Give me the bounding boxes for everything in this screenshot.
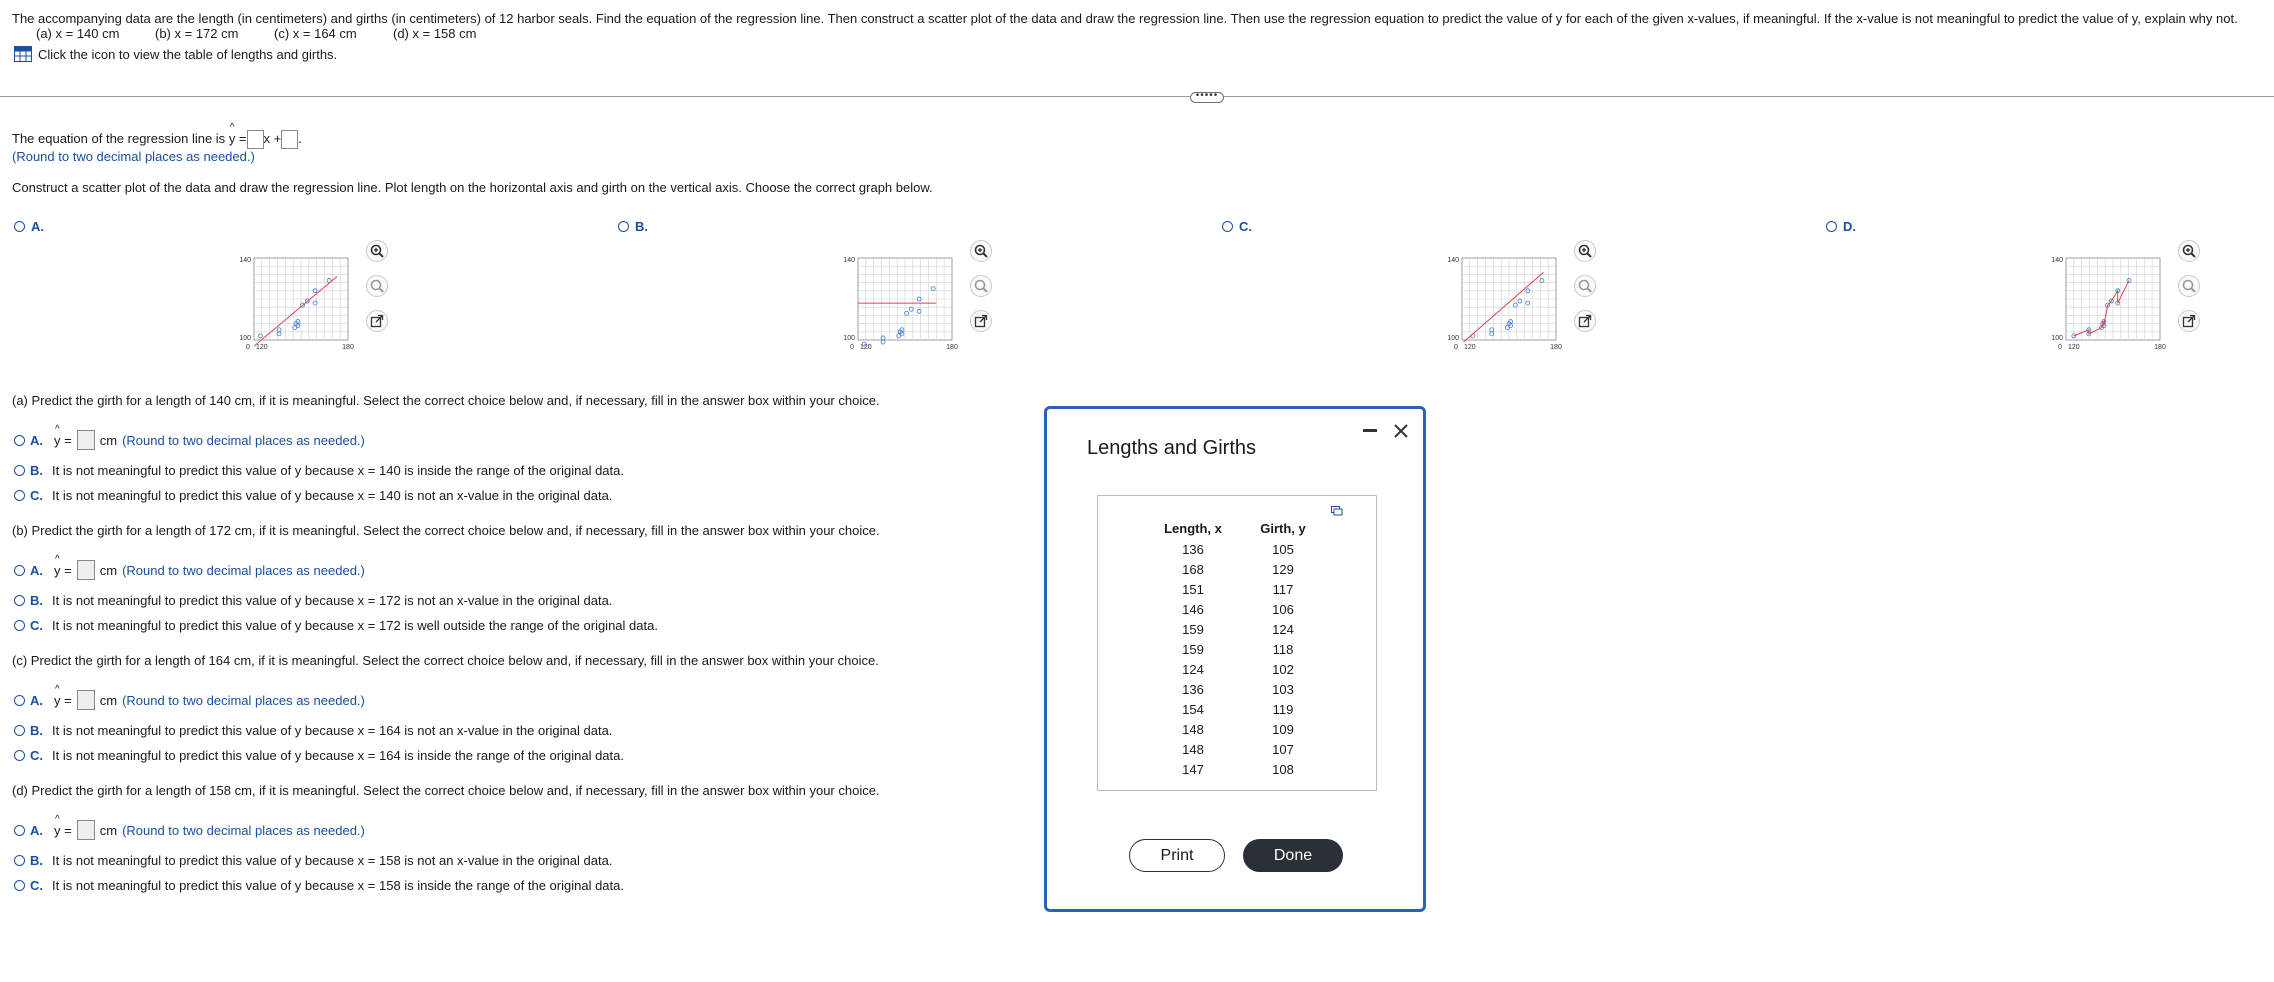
- radio-graph-c[interactable]: [1222, 221, 1233, 232]
- close-icon[interactable]: [1393, 423, 1409, 439]
- zoom-out-icon[interactable]: [970, 275, 992, 297]
- option-a-unit: cm: [99, 432, 118, 448]
- length-cell: 148: [1182, 742, 1204, 757]
- graph-tick-label: 0: [2058, 344, 2062, 351]
- zoom-in-icon[interactable]: [970, 240, 992, 262]
- option-a-yhat: ^ y =: [54, 823, 72, 838]
- radio-option-b[interactable]: [14, 855, 25, 866]
- part-option-b[interactable]: [14, 463, 624, 478]
- radio-option-a[interactable]: [14, 435, 25, 446]
- table-row: [1098, 562, 1376, 582]
- option-a-letter: A.: [30, 432, 43, 448]
- graph-tick-label: 140: [843, 257, 855, 264]
- radio-option-c[interactable]: [14, 620, 25, 631]
- length-cell: 154: [1182, 702, 1204, 717]
- girth-cell: 124: [1272, 622, 1294, 637]
- col-header-length: Length, x: [1164, 521, 1222, 536]
- option-c-text: It is not meaningful to predict this value of y because x = 164 is inside the range of the original data.: [52, 748, 624, 763]
- option-b-letter: B.: [30, 593, 43, 608]
- graph-b: [836, 250, 976, 360]
- option-b-letter: B.: [30, 723, 43, 738]
- girth-cell: 108: [1272, 762, 1294, 777]
- graph-d: [2044, 250, 2184, 360]
- girth-cell: 103: [1272, 682, 1294, 697]
- part-question: (d) Predict the girth for a length of 158 cm, if it is meaningful. Select the correct choice below and, if necessary, fill in the answer box within your choice.: [12, 783, 880, 798]
- option-c-text: It is not meaningful to predict this value of y because x = 158 is inside the range of the original data.: [52, 878, 624, 893]
- option-b-text: It is not meaningful to predict this value of y because x = 164 is not an x-value in the original data.: [52, 723, 613, 738]
- option-a-yhat: ^ y =: [54, 563, 72, 578]
- length-cell: 148: [1182, 722, 1204, 737]
- slope-input[interactable]: [247, 130, 264, 149]
- table-link-row[interactable]: [14, 46, 337, 62]
- graph-option-b-letter: B.: [635, 219, 648, 234]
- graph-option-c[interactable]: [1222, 219, 1252, 234]
- part-option-c[interactable]: [14, 618, 658, 633]
- question-prompt: The accompanying data are the length (in centimeters) and girths (in centimeters) of 12 harbor seals. Find the equation of the regression line. Then construct a scatter plot of the data and draw the regression line. Then use the regression equation to predict the value of y for each of the given x-values, if meaningful. If the x-value is not meaningful to predict the value of y, explain why not.: [12, 11, 2238, 26]
- radio-option-c[interactable]: [14, 750, 25, 761]
- radio-graph-d[interactable]: [1826, 221, 1837, 232]
- option-c-letter: C.: [30, 618, 43, 633]
- option-c-letter: C.: [30, 878, 43, 893]
- length-cell: 151: [1182, 582, 1204, 597]
- part-question: (c) Predict the girth for a length of 164 cm, if it is meaningful. Select the correct choice below and, if necessary, fill in the answer box within your choice.: [12, 653, 879, 668]
- part-option-b[interactable]: [14, 723, 612, 738]
- table-row: [1098, 682, 1376, 702]
- graph-tick-label: 100: [239, 335, 251, 342]
- section-divider: [0, 96, 2274, 97]
- graph-tick-label: 100: [2051, 335, 2063, 342]
- table-row: [1098, 722, 1376, 742]
- part-option-a[interactable]: [14, 430, 365, 450]
- regression-y: ^ y =: [229, 131, 247, 146]
- girth-cell: 119: [1272, 702, 1294, 717]
- zoom-in-icon[interactable]: [366, 240, 388, 262]
- graph-option-a[interactable]: [14, 219, 44, 234]
- graph-tick-label: 180: [342, 344, 354, 351]
- open-external-icon[interactable]: [970, 310, 992, 332]
- part-option-a[interactable]: [14, 690, 365, 710]
- table-row: [1098, 742, 1376, 762]
- graph-tick-label: 0: [246, 344, 250, 351]
- table-row: [1098, 642, 1376, 662]
- graph-option-d[interactable]: [1826, 219, 1856, 234]
- graph-tick-label: 120: [256, 344, 268, 351]
- option-a-yhat: ^ y =: [54, 433, 72, 448]
- option-a-hint: (Round to two decimal places as needed.): [122, 692, 365, 708]
- option-c-letter: C.: [30, 748, 43, 763]
- part-question: (a) Predict the girth for a length of 140 cm, if it is meaningful. Select the correct choice below and, if necessary, fill in the answer box within your choice.: [12, 393, 880, 408]
- x-value-c: (c) x = 164 cm: [274, 26, 357, 41]
- radio-graph-b[interactable]: [618, 221, 629, 232]
- option-a-letter: A.: [30, 692, 43, 708]
- regression-hint: (Round to two decimal places as needed.): [12, 149, 255, 164]
- prediction-input[interactable]: [77, 690, 95, 710]
- option-a-unit: cm: [99, 692, 118, 708]
- part-option-c[interactable]: [14, 748, 624, 763]
- radio-option-c[interactable]: [14, 490, 25, 501]
- graph-tick-label: 100: [843, 335, 855, 342]
- option-a-letter: A.: [30, 822, 43, 838]
- option-a-hint: (Round to two decimal places as needed.): [122, 822, 365, 838]
- done-button[interactable]: Done: [1243, 839, 1343, 872]
- part-option-c[interactable]: [14, 878, 624, 893]
- option-a-unit: cm: [99, 822, 118, 838]
- graph-option-b[interactable]: [618, 219, 648, 234]
- zoom-in-icon[interactable]: [1574, 240, 1596, 262]
- length-cell: 146: [1182, 602, 1204, 617]
- radio-option-a[interactable]: [14, 695, 25, 706]
- prediction-input[interactable]: [77, 430, 95, 450]
- graph-option-c-letter: C.: [1239, 219, 1252, 234]
- length-cell: 136: [1182, 682, 1204, 697]
- graph-tick-label: 0: [1454, 344, 1458, 351]
- part-option-a[interactable]: [14, 820, 365, 840]
- graph-tick-label: 180: [946, 344, 958, 351]
- regression-x-plus: x +: [263, 130, 282, 146]
- print-button[interactable]: Print: [1129, 839, 1225, 872]
- table-row: [1098, 622, 1376, 642]
- expand-handle[interactable]: •••••: [1190, 92, 1224, 103]
- table-row: [1098, 762, 1376, 782]
- graph-d-tools: [2178, 240, 2200, 332]
- x-value-a: (a) x = 140 cm: [36, 26, 120, 41]
- girth-cell: 118: [1272, 642, 1294, 657]
- x-value-d: (d) x = 158 cm: [393, 26, 477, 41]
- zoom-out-icon[interactable]: [1574, 275, 1596, 297]
- popup-title: Lengths and Girths: [1087, 437, 1256, 459]
- table-row: [1098, 662, 1376, 682]
- radio-option-a[interactable]: [14, 565, 25, 576]
- length-cell: 136: [1182, 542, 1204, 557]
- graph-a: [232, 250, 372, 360]
- graph-tick-label: 140: [1447, 257, 1459, 264]
- graph-a-tools: [366, 240, 388, 332]
- girth-cell: 117: [1272, 582, 1294, 597]
- data-table: [1097, 495, 1377, 791]
- regression-equation: [12, 130, 302, 149]
- part-option-c[interactable]: [14, 488, 612, 503]
- table-header: [1098, 521, 1376, 541]
- table-row: [1098, 582, 1376, 602]
- graph-c: [1440, 250, 1580, 360]
- girth-cell: 109: [1272, 722, 1294, 737]
- option-c-text: It is not meaningful to predict this value of y because x = 140 is not an x-value in the original data.: [52, 488, 613, 503]
- zoom-in-icon[interactable]: [2178, 240, 2200, 262]
- graph-option-d-letter: D.: [1843, 219, 1856, 234]
- intercept-input[interactable]: [281, 130, 298, 149]
- length-cell: 124: [1182, 662, 1204, 677]
- part-option-a[interactable]: [14, 560, 365, 580]
- scatter-instruction: Construct a scatter plot of the data and draw the regression line. Plot length on the horizontal axis and girth on the vertical axis. Choose the correct graph below.: [12, 180, 933, 195]
- graph-tick-label: 120: [2068, 344, 2080, 351]
- regression-end: .: [298, 130, 302, 146]
- minimize-icon[interactable]: [1363, 429, 1377, 432]
- regression-prefix: The equation of the regression line is: [12, 130, 226, 146]
- option-a-hint: (Round to two decimal places as needed.): [122, 432, 365, 448]
- radio-option-a[interactable]: [14, 825, 25, 836]
- graph-tick-label: 140: [239, 257, 251, 264]
- girth-cell: 102: [1272, 662, 1294, 677]
- length-cell: 159: [1182, 642, 1204, 657]
- open-external-icon[interactable]: [1574, 310, 1596, 332]
- part-option-b[interactable]: [14, 593, 612, 608]
- radio-option-b[interactable]: [14, 595, 25, 606]
- x-values: [36, 26, 476, 41]
- table-row: [1098, 702, 1376, 722]
- radio-option-c[interactable]: [14, 880, 25, 891]
- girth-cell: 106: [1272, 602, 1294, 617]
- option-a-letter: A.: [30, 562, 43, 578]
- length-cell: 159: [1182, 622, 1204, 637]
- open-external-icon[interactable]: [366, 310, 388, 332]
- girth-cell: 105: [1272, 542, 1294, 557]
- radio-option-b[interactable]: [14, 725, 25, 736]
- scatter-point: [881, 340, 885, 344]
- option-a-yhat: ^ y =: [54, 693, 72, 708]
- graph-tick-label: 0: [850, 344, 854, 351]
- length-cell: 147: [1182, 762, 1204, 777]
- table-popup: [1044, 406, 1426, 912]
- radio-option-b[interactable]: [14, 465, 25, 476]
- length-cell: 168: [1182, 562, 1204, 577]
- option-b-text: It is not meaningful to predict this value of y because x = 158 is not an x-value in the original data.: [52, 853, 613, 868]
- graph-tick-label: 180: [2154, 344, 2166, 351]
- graph-option-a-letter: A.: [31, 219, 44, 234]
- table-icon[interactable]: [14, 46, 32, 62]
- graph-tick-label: 120: [860, 344, 872, 351]
- graph-tick-label: 120: [1464, 344, 1476, 351]
- zoom-out-icon[interactable]: [2178, 275, 2200, 297]
- graph-b-tools: [970, 240, 992, 332]
- table-row: [1098, 602, 1376, 622]
- option-c-letter: C.: [30, 488, 43, 503]
- option-b-letter: B.: [30, 463, 43, 478]
- open-external-icon[interactable]: [2178, 310, 2200, 332]
- graph-c-tools: [1574, 240, 1596, 332]
- graph-tick-label: 100: [1447, 335, 1459, 342]
- part-option-b[interactable]: [14, 853, 612, 868]
- part-question: (b) Predict the girth for a length of 172 cm, if it is meaningful. Select the correct choice below and, if necessary, fill in the answer box within your choice.: [12, 523, 880, 538]
- girth-cell: 129: [1272, 562, 1294, 577]
- prediction-input[interactable]: [77, 820, 95, 840]
- graph-tick-label: 180: [1550, 344, 1562, 351]
- table-row: [1098, 542, 1376, 562]
- option-c-text: It is not meaningful to predict this value of y because x = 172 is well outside the range of the original data.: [52, 618, 658, 633]
- col-header-girth: Girth, y: [1260, 521, 1306, 536]
- table-link-text: Click the icon to view the table of lengths and girths.: [38, 46, 338, 62]
- graph-tick-label: 140: [2051, 257, 2063, 264]
- option-b-text: It is not meaningful to predict this value of y because x = 140 is inside the range of the original data.: [52, 463, 624, 478]
- x-value-b: (b) x = 172 cm: [155, 26, 239, 41]
- girth-cell: 107: [1272, 742, 1294, 757]
- zoom-out-icon[interactable]: [366, 275, 388, 297]
- prediction-input[interactable]: [77, 560, 95, 580]
- option-b-letter: B.: [30, 853, 43, 868]
- radio-graph-a[interactable]: [14, 221, 25, 232]
- option-a-unit: cm: [99, 562, 118, 578]
- copy-icon[interactable]: [1331, 506, 1343, 516]
- option-b-text: It is not meaningful to predict this value of y because x = 172 is not an x-value in the original data.: [52, 593, 613, 608]
- option-a-hint: (Round to two decimal places as needed.): [122, 562, 365, 578]
